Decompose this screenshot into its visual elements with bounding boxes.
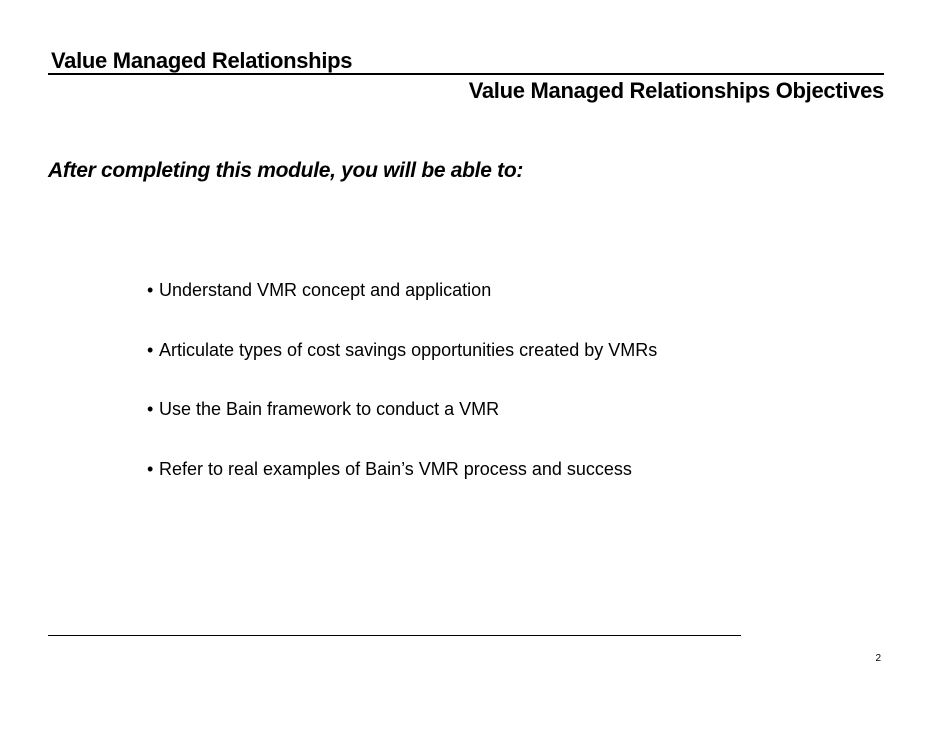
objective-text: Refer to real examples of Bain’s VMR process and success: [159, 458, 632, 479]
intro-text: After completing this module, you will be able to:: [48, 159, 524, 182]
header-title: Value Managed Relationships: [51, 48, 353, 73]
objective-item: [147, 399, 657, 459]
bullet-icon: •: [147, 399, 154, 419]
objective-text: Understand VMR concept and application: [159, 280, 492, 300]
page-number: 2: [875, 653, 881, 664]
bullet-icon: •: [147, 339, 154, 360]
objective-text: Use the Bain framework to conduct a VMR: [159, 399, 500, 419]
slide-title: Value Managed Relationships Objectives: [468, 78, 884, 103]
footer-divider: [48, 635, 741, 636]
objective-item: [147, 340, 657, 400]
bullet-icon: •: [147, 458, 154, 479]
header-divider: [48, 73, 884, 75]
objectives-list: [147, 280, 657, 518]
objective-item: [147, 459, 657, 519]
objective-item: [147, 280, 657, 340]
objective-text: Articulate types of cost savings opportunities created by VMRs: [159, 339, 658, 360]
bullet-icon: •: [147, 280, 154, 300]
